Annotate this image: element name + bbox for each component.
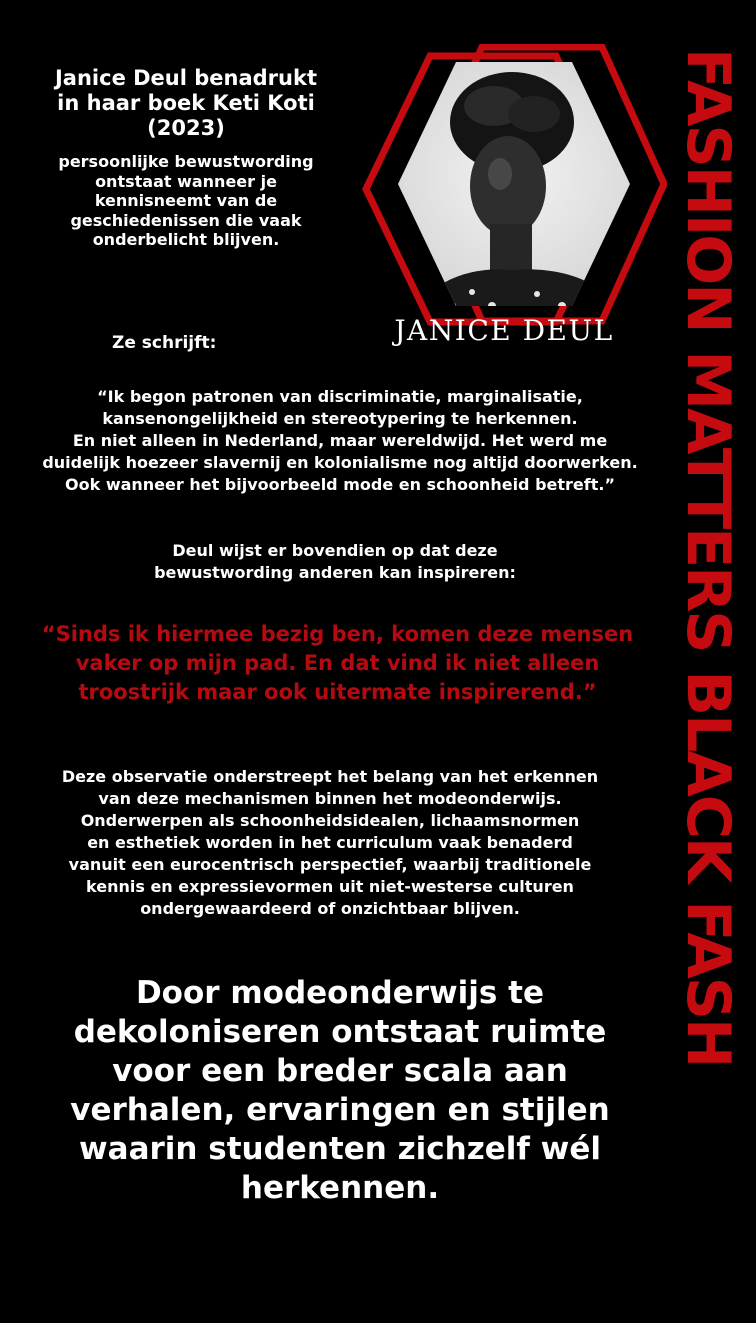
observation-line: vanuit een eurocentrisch perspectief, waarbij traditionele [68,855,592,874]
observation-paragraph [20,766,640,920]
observation-line: en esthetiek worden in het curriculum vaak benaderd [87,833,573,852]
intro-title-line: Janice Deul benadrukt [54,66,317,90]
hexagon-portrait-frame [362,44,667,334]
observation-line: ondergewaardeerd of onzichtbaar blijven. [140,899,520,918]
conclusion-line: Door modeonderwijs te [135,975,545,1011]
conclusion-line: voor een breder scala aan [112,1053,568,1089]
side-title: FASHION MATTERS BLACK FASH [673,48,743,1067]
quote-line: Ook wanneer het bijvoorbeeld mode en schoonheid betreft.” [65,475,615,494]
intro-body [18,152,354,250]
intro-body-line: onderbelicht blijven. [92,230,280,249]
portrait-name: JANICE DEUL [394,314,614,347]
observation-line: Onderwerpen als schoonheidsidealen, lichaamsnormen [80,811,580,830]
conclusion-line: dekoloniseren ontstaat ruimte [73,1014,607,1050]
note-line: Deul wijst er bovendien op dat deze [172,541,498,560]
writes-label: Ze schrijft: [112,333,217,353]
note-line: bewustwording anderen kan inspireren: [154,563,516,582]
intro-title [18,66,354,141]
conclusion-line: verhalen, ervaringen en stijlen [70,1092,610,1128]
quote-deul-1 [0,386,680,496]
quote-line: duidelijk hoezeer slavernij en kolonialisme nog altijd doorwerken. [42,453,638,472]
quote-line: “Ik begon patronen van discriminatie, marginalisatie, [97,387,583,406]
intro-body-line: geschiedenissen die vaak [70,210,302,230]
intro-body-line: persoonlijke bewustwording [58,152,314,171]
quote-line: En niet alleen in Nederland, maar wereldwijd. Het werd me [72,431,608,450]
red-quote-line: vaker op mijn pad. En dat vind ik niet alleen [75,651,600,675]
intro-body-line: ontstaat wanneer je [95,171,277,191]
observation-line: kennis en expressievormen uit niet-westerse culturen [86,877,574,896]
intro-title-line: in haar boek Keti Koti [57,91,315,115]
intro-title-line: (2023) [147,116,225,140]
red-quote-line: “Sinds ik hiermee bezig ben, komen deze mensen [41,622,634,646]
observation-line: van deze mechanismen binnen het modeonderwijs. [98,789,562,808]
intro-body-line: kennisneemt van de [94,191,278,210]
observation-line: Deze observatie onderstreept het belang van het erkennen [61,767,599,786]
red-quote-line: troostrijk maar ook uitermate inspirerend.” [78,680,597,704]
quote-deul-2-red [10,620,665,707]
quote-line: kansenongelijkheid en stereotypering te herkennen. [102,409,578,428]
side-title-strip [670,48,746,1318]
conclusion-line: waarin studenten zichzelf wél [79,1131,601,1167]
deul-note [60,540,610,584]
conclusion-statement [30,974,650,1208]
conclusion-line: herkennen. [240,1170,440,1206]
portrait [362,44,667,334]
